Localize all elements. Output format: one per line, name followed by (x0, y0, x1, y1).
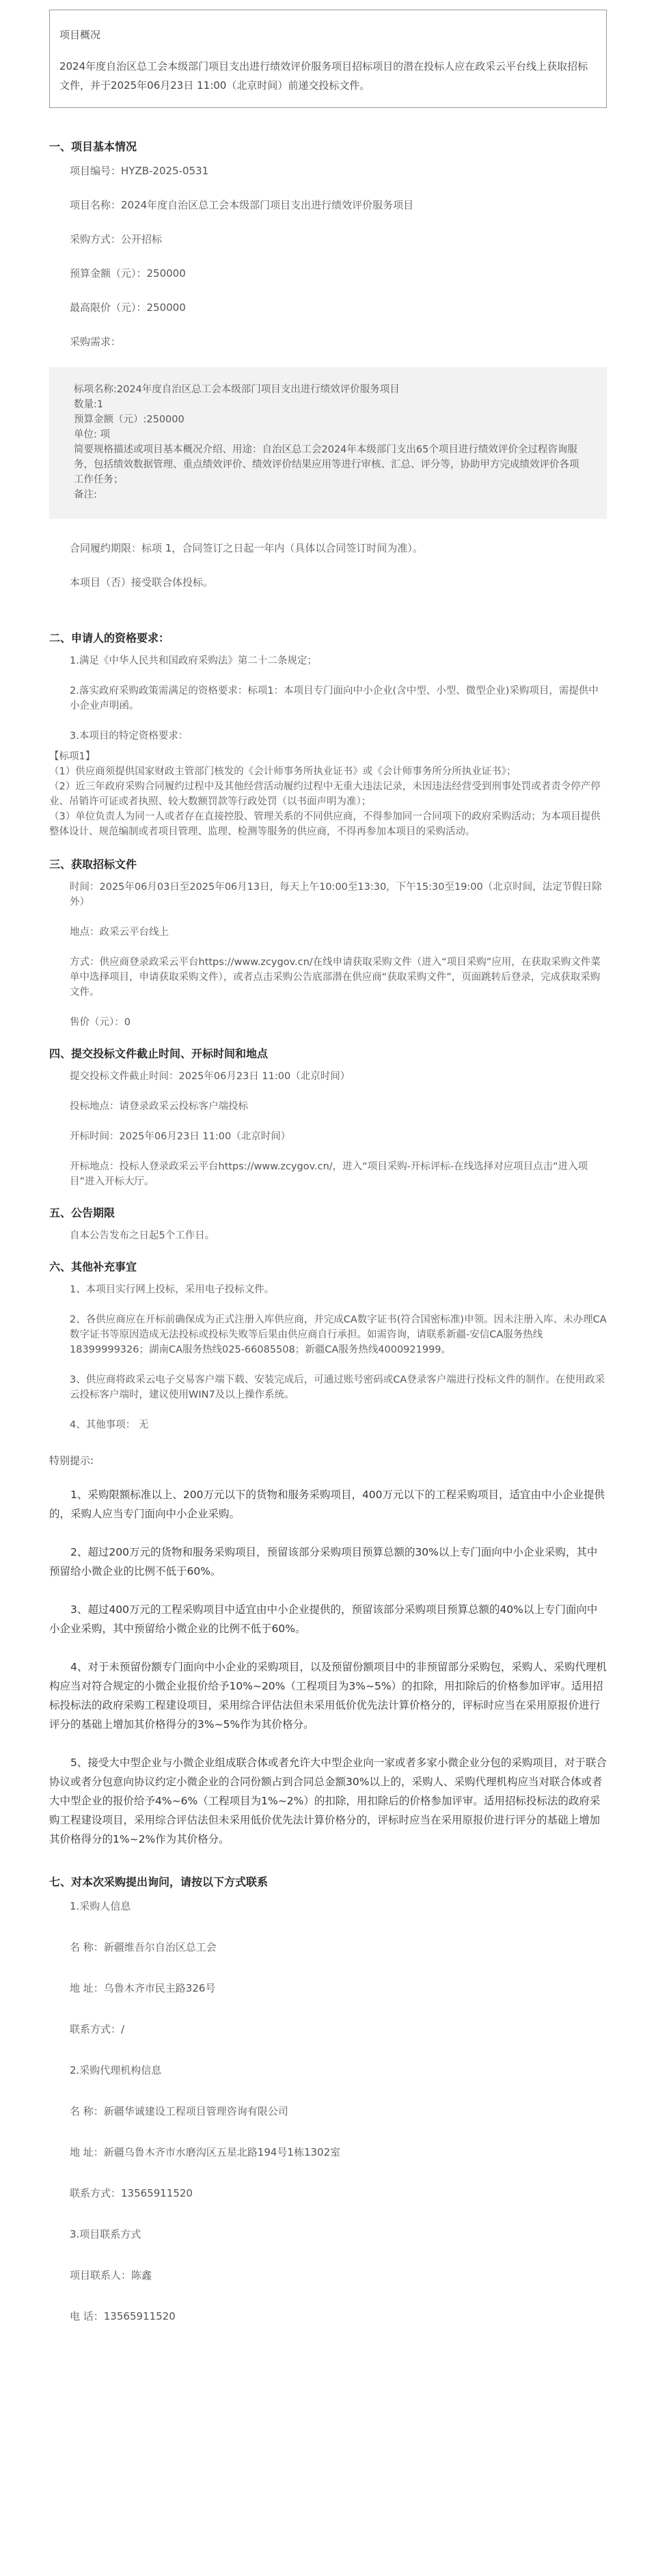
purchaser-contact: 联系方式：/ (70, 2023, 125, 2035)
special-tip-5: 5、接受大中型企业与小微企业组成联合体或者允许大中型企业向一家或者多家小微企业分包的采购项目，对于联合协议或者分包意向协议约定小微企业的合同份额占到合同总金额30%以上的，采购人、采购代理机构应当对联合体或者大中型企业的报价给予4%~6%（工程项目为1%~2%）的扣除，用扣除后的价格参加评审。适用招标投标法的政府采购工程建设项目，采用综合评估法但未采用低价优先法计算价格分的，评标时应当在采用原报价进行评分的基础上增加其价格得分的1%~2%作为其价格分。 (49, 1757, 607, 1845)
announcement (49, 10, 607, 2348)
special-tip-4: 4、对于未预留份额专门面向中小企业的采购项目，以及预留份额项目中的非预留部分采购包，采购人、采购代理机构应当对符合规定的小微企业报价给予10%~20%（工程项目为3%~5%）的扣除，用扣除后的价格参加评审。适用招标投标法的政府采购工程建设项目，采用综合评估法但未采用低价优先法计算价格分的，评标时应当在采用原报价进行评分的基础上增加其价格得分的3%~5%作为其价格分。 (49, 1661, 607, 1731)
obtain-method: 方式：供应商登录政采云平台https://www.zcygov.cn/在线申请获取采购文件（进入“项目采购”应用，在获取采购文件菜单中选择项目，申请获取采购文件），或者点击采购公告底部潜在供应商“获取采购文件”，页面跳转后登录，完成获取采购文件。 (70, 957, 601, 998)
purchaser-info-heading: 1.采购人信息 (70, 1900, 131, 1912)
qualification-specific: 【标项1】 （1）供应商须提供国家财政主管部门核发的《会计师事务所执业证书》或《会计师事务所分所执业证书》； （2）近三年政府采购合同履约过程中及其他经营活动履约过程中无重大违法记录，未因违法经营受到刑事处罚或者责令停产停业、吊销许可证或者执照、较大数额罚款等行政处罚（以书面声明为准）； （3）单位负责人为同一人或者存在直接控股、管理关系的不同供应商，不得参加同一合同项下的政府采购活动；为本项目提供整体设计、规范编制或者项目管理、监理、检测等服务的供应商，不得再参加本项目的采购活动。 (49, 751, 601, 837)
submission-deadline: 提交投标文件截止时间：2025年06月23日 11:00（北京时间） (70, 1071, 351, 1082)
other-matter-3: 3、供应商将政采云电子交易客户端下载、安装完成后，可通过账号密码或CA登录客户端进行投标文件的制作。在使用政采云投标客户端时，建议使用WIN7及以上操作系统。 (70, 1374, 605, 1400)
project-number: 项目编号：HYZB-2025-0531 (70, 165, 209, 177)
section-heading-notice-period: 五、公告期限 (49, 1206, 115, 1219)
special-tip-1: 1、采购限额标准以上、200万元以下的货物和服务采购项目，400万元以下的工程采购项目，适宜由中小企业提供的，采购人应当专门面向中小企业采购。 (49, 1489, 605, 1520)
lot-remarks: 备注: (74, 489, 97, 500)
section-heading-other-matters: 六、其他补充事宜 (49, 1260, 137, 1273)
consortium-note: 本项目（否）接受联合体投标。 (70, 576, 214, 588)
other-matter-2: 2、各供应商应在开标前确保成为正式注册入库供应商，并完成CA数字证书(符合国密标准)申领。因未注册入库、未办理CA数字证书等原因造成无法投标或投标失败等后果由供应商自行承担。如需咨询，请联系新疆-安信CA服务热线18399999326；湖南CA服务热线025-66085508；新疆CA服务热线4000921999。 (70, 1314, 607, 1355)
procurement-method: 采购方式：公开招标 (70, 233, 163, 245)
project-contact-heading: 3.项目联系方式 (70, 2228, 141, 2240)
section-heading-basic-info: 一、项目基本情况 (49, 140, 137, 153)
lot-quantity: 数量:1 (74, 399, 104, 410)
bid-opening-place: 开标地点：投标人登录政采云平台https://www.zcygov.cn/，进入“项目采购-开标评标-在线选择对应项目点击“进入项目”进入开标大厅。 (70, 1161, 588, 1187)
section-heading-submission: 四、提交投标文件截止时间、开标时间和地点 (49, 1047, 269, 1060)
budget-amount: 预算金额（元）：250000 (70, 267, 186, 280)
project-name: 项目名称：2024年度自治区总工会本级部门项目支出进行绩效评价服务项目 (70, 199, 414, 211)
lot-name: 标项名称:2024年度自治区总工会本级部门项目支出进行绩效评价服务项目 (74, 384, 400, 395)
section-heading-qualifications: 二、申请人的资格要求： (49, 632, 170, 645)
agency-info-heading: 2.采购代理机构信息 (70, 2064, 162, 2076)
submission-place: 投标地点：请登录政采云投标客户端投标 (70, 1101, 248, 1112)
agency-contact: 联系方式：13565911520 (70, 2187, 193, 2199)
special-tip-3: 3、超过400万元的工程采购项目中适宜由中小企业提供的，预留该部分采购项目预算总额的40%以上专门面向中小企业采购，其中预留给小微企业的比例不低于60%。 (49, 1603, 598, 1635)
document-price: 售价（元）：0 (70, 1017, 131, 1028)
qualification-3: 3.本项目的特定资格要求： (70, 731, 189, 742)
overview-title: 项目概况 (59, 29, 101, 41)
section-heading-contact: 七、对本次采购提出询问，请按以下方式联系 (49, 1875, 269, 1888)
qualification-1: 1.满足《中华人民共和国政府采购法》第二十二条规定； (70, 655, 317, 666)
other-matter-1: 1、本项目实行网上投标，采用电子投标文件。 (70, 1284, 275, 1295)
overview-text: 2024年度自治区总工会本级部门项目支出进行绩效评价服务项目招标项目的潜在投标人应在政采云平台线上获取招标文件，并于2025年06月23日 11:00（北京时间）前递交投标文件。 (59, 60, 588, 92)
special-tips-heading: 特别提示: (49, 1454, 94, 1467)
requirements-box (49, 367, 607, 519)
procurement-requirements-label: 采购需求： (70, 336, 122, 348)
project-overview-box (49, 10, 607, 108)
agency-name: 名 称：新疆华诚建设工程项目管理咨询有限公司 (70, 2105, 288, 2117)
project-contact-phone: 电 话：13565911520 (70, 2310, 176, 2322)
qualification-2: 2.落实政府采购政策需满足的资格要求：标项1：本项目专门面向中小企业(含中型、小型、微型企业)采购项目，需提供中小企业声明函。 (70, 686, 599, 711)
bid-opening-time: 开标时间：2025年06月23日 11:00（北京时间） (70, 1131, 291, 1142)
special-tip-2: 2、超过200万元的货物和服务采购项目，预留该部分采购项目预算总额的30%以上专门面向中小企业采购，其中预留给小微企业的比例不低于60%。 (49, 1546, 598, 1577)
contract-term: 合同履约期限：标项 1，合同签订之日起一年内（具体以合同签订时间为准）。 (70, 542, 423, 554)
other-matter-4: 4、其他事项： 无 (70, 1420, 149, 1431)
agency-address: 地 址：新疆乌鲁木齐市水磨沟区五星北路194号1栋1302室 (70, 2146, 341, 2158)
notice-period-text: 自本公告发布之日起5个工作日。 (70, 1230, 215, 1241)
project-contact-person: 项目联系人：陈鑫 (70, 2269, 152, 2281)
obtain-place: 地点：政采云平台线上 (70, 927, 169, 938)
lot-unit: 单位: 项 (74, 429, 110, 440)
obtain-time: 时间：2025年06月03日至2025年06月13日，每天上午10:00至13:30，下午15:30至19:00（北京时间，法定节假日除外） (70, 882, 602, 908)
max-price: 最高限价（元）：250000 (70, 301, 186, 314)
lot-description: 简要规格描述或项目基本概况介绍、用途：自治区总工会2024年本级部门支出65个项目进行绩效评价全过程咨询服务，包括绩效数据管理、重点绩效评价、绩效评价结果应用等进行审核、汇总、评分等，协助甲方完成绩效评价各项工作任务； (74, 444, 579, 485)
lot-budget: 预算金额（元）:250000 (74, 414, 184, 425)
section-heading-obtain-documents: 三、获取招标文件 (49, 858, 137, 871)
purchaser-address: 地 址：乌鲁木齐市民主路326号 (70, 1982, 216, 1994)
purchaser-name: 名 称：新疆维吾尔自治区总工会 (70, 1941, 217, 1953)
